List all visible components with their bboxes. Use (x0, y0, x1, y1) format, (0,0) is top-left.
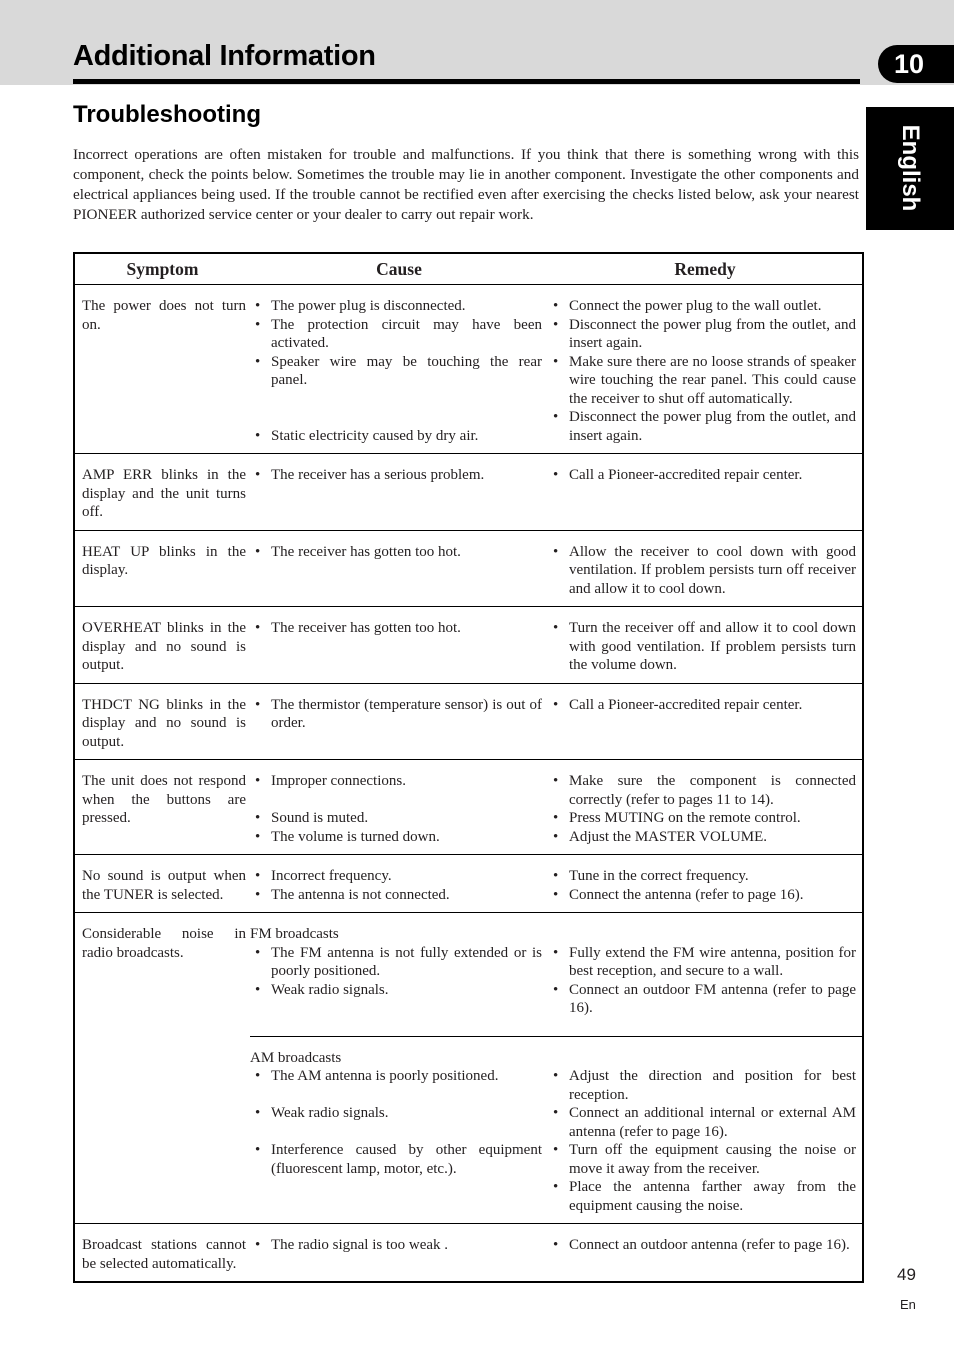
symptom-cell: OVERHEAT blinks in the display and no sound is output. (74, 607, 250, 684)
cause-item: • The AM antenna is poorly positioned. (250, 1067, 542, 1086)
header-cause: Cause (250, 253, 548, 285)
cause-item: • Speaker wire may be touching the rear panel. (250, 353, 542, 390)
remedy-cell (548, 285, 863, 454)
cause-item: • Improper connections. (250, 772, 542, 791)
cause-item: • The receiver has a serious problem. (250, 466, 542, 485)
chapter-number-tab: 10 (878, 45, 954, 83)
symptom-cell: AMP ERR blinks in the display and the unit turns off. (74, 454, 250, 531)
remedy-item: • Connect the antenna (refer to page 16). (548, 886, 856, 905)
remedy-item: • Tune in the correct frequency. (548, 867, 856, 886)
header-symptom: Symptom (74, 253, 250, 285)
cause-item: • The power plug is disconnected. (250, 297, 542, 316)
am-broadcasts-label: AM broadcasts (250, 1049, 342, 1066)
remedy-cell (548, 454, 863, 531)
cause-item: • The receiver has gotten too hot. (250, 619, 542, 638)
page-number: 49 (897, 1265, 916, 1284)
table-row (74, 454, 863, 531)
remedy-cell (548, 607, 863, 684)
remedy-item: • Connect an outdoor FM antenna (refer to page 16). (548, 981, 856, 1018)
table-row (74, 285, 863, 454)
remedy-cell (548, 1036, 863, 1224)
cause-item: • Incorrect frequency. (250, 867, 542, 886)
cause-item: • Sound is muted. (250, 809, 542, 828)
cause-item: • The thermistor (temperature sensor) is out of order. (250, 696, 542, 733)
cause-item: • The FM antenna is not fully extended or is poorly positioned. (250, 944, 542, 981)
language-tab-label: English (897, 124, 924, 212)
cause-cell (250, 454, 548, 531)
cause-cell (250, 285, 548, 454)
cause-cell (250, 855, 548, 913)
remedy-cell (548, 760, 863, 855)
intro-paragraph: Incorrect operations are often mistaken for trouble and malfunctions. If you think that there is something wrong with this component, check the points below. Sometimes the trouble may lie in another component. Investigate the other components and electrical appliances being used. If the trouble cannot be rectified even after exercising the checks listed below, ask your nearest PIONEER authorized service center or your dealer to carry out repair work. (73, 146, 859, 223)
remedy-item: • Allow the receiver to cool down with good ventilation. If problem persists turn off receiver and allow it to cool down. (548, 543, 856, 599)
cause-item: • The protection circuit may have been activated. (250, 316, 542, 353)
remedy-item: • Connect an outdoor antenna (refer to page 16). (548, 1236, 856, 1255)
table-row (74, 683, 863, 760)
fm-broadcasts-label: FM broadcasts (250, 926, 339, 942)
symptom-cell: HEAT UP blinks in the display. (74, 530, 250, 607)
symptom-cell: The unit does not respond when the buttons are pressed. (74, 760, 250, 855)
remedy-item: • Make sure the component is connected correctly (refer to pages 11 to 14). (548, 772, 856, 809)
remedy-item: • Make sure there are no loose strands of speaker wire touching the rear panel. This could cause the receiver to shut off automatically. (548, 353, 856, 409)
table-row (74, 913, 863, 1037)
cause-cell (250, 683, 548, 760)
cause-item: • The radio signal is too weak . (250, 1236, 542, 1255)
symptom-cell: Considerable noise in radio broadcasts. (74, 913, 250, 1224)
cause-cell (250, 530, 548, 607)
remedy-item: • Press MUTING on the remote control. (548, 809, 856, 828)
table-row (74, 1224, 863, 1283)
header-remedy: Remedy (548, 253, 863, 285)
table-header-row (74, 253, 863, 285)
remedy-cell (548, 683, 863, 760)
remedy-item: • Call a Pioneer-accredited repair center. (548, 466, 856, 485)
remedy-cell (548, 913, 863, 1037)
cause-cell (250, 1036, 548, 1224)
remedy-item: • Connect the power plug to the wall outlet. (548, 297, 856, 316)
page-language-code: En (900, 1297, 916, 1312)
cause-cell (250, 1224, 548, 1283)
table-row (74, 760, 863, 855)
table-row (74, 607, 863, 684)
cause-item: • Weak radio signals. (250, 981, 542, 1000)
cause-item: • The volume is turned down. (250, 828, 542, 847)
symptom-cell: Broadcast stations cannot be selected automatically. (74, 1224, 250, 1283)
title-rule (73, 79, 860, 84)
section-title: Troubleshooting (73, 101, 261, 128)
symptom-cell: THDCT NG blinks in the display and no sound is output. (74, 683, 250, 760)
language-tab (866, 107, 954, 230)
remedy-item: • Turn the receiver off and allow it to cool down with good ventilation. If problem persists turn the volume down. (548, 619, 856, 675)
chapter-title: Additional Information (73, 40, 376, 72)
remedy-item: • Turn off the equipment causing the noise or move it away from the receiver. (548, 1141, 856, 1178)
remedy-cell (548, 530, 863, 607)
table-row (74, 530, 863, 607)
cause-item: • The antenna is not connected. (250, 886, 542, 905)
cause-cell (250, 913, 548, 1037)
cause-cell (250, 607, 548, 684)
remedy-item: • Adjust the MASTER VOLUME. (548, 828, 856, 847)
remedy-item: • Call a Pioneer-accredited repair center. (548, 696, 856, 715)
cause-item: • Weak radio signals. (250, 1104, 542, 1123)
symptom-cell: No sound is output when the TUNER is selected. (74, 855, 250, 913)
remedy-item: • Connect an additional internal or external AM antenna (refer to page 16). (548, 1104, 856, 1141)
troubleshooting-table (73, 252, 864, 1283)
remedy-item: • Disconnect the power plug from the outlet, and insert again. (548, 316, 856, 353)
cause-item: • Interference caused by other equipment (fluorescent lamp, motor, etc.). (250, 1141, 542, 1178)
cause-cell (250, 760, 548, 855)
remedy-item: • Disconnect the power plug from the outlet, and insert again. (548, 408, 856, 445)
symptom-cell: The power does not turn on. (82, 298, 246, 333)
remedy-item: • Place the antenna farther away from the equipment causing the noise. (548, 1178, 856, 1215)
remedy-cell (548, 1224, 863, 1283)
cause-item: • The receiver has gotten too hot. (250, 543, 542, 562)
cause-item: • Static electricity caused by dry air. (250, 427, 542, 446)
remedy-item: • Adjust the direction and position for best reception. (548, 1067, 856, 1104)
remedy-item: • Fully extend the FM wire antenna, position for best reception, and secure to a wall. (548, 944, 856, 981)
remedy-cell (548, 855, 863, 913)
table-row (74, 855, 863, 913)
